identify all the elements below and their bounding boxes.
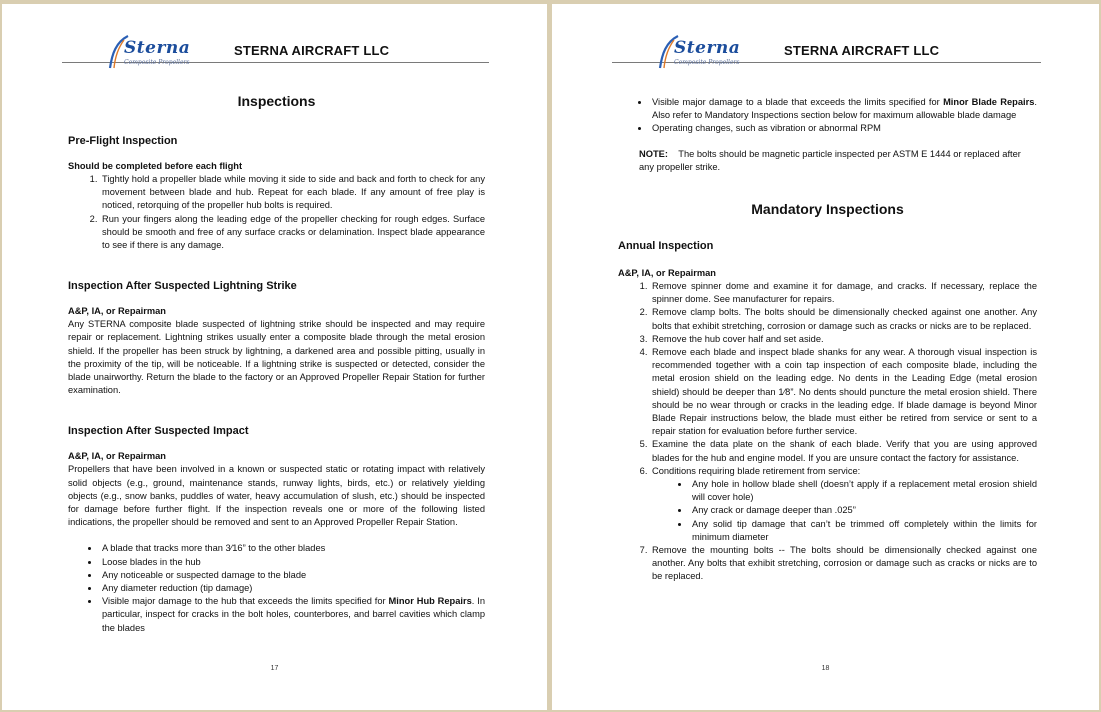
section-subheading: A&P, IA, or Repairman <box>618 268 716 279</box>
list-item: 7. Remove the mounting bolts -- The bolts should be dimensionally checked against one another. Any bolts that exhibit stretching, corrosion or damage such as cracks or nicks are to be replaced. <box>650 544 1037 584</box>
company-name: STERNA AIRCRAFT LLC <box>234 43 390 58</box>
list-item: • Any diameter reduction (tip damage) <box>100 582 485 595</box>
list-item: • Any noticeable or suspected damage to the blade <box>100 569 485 582</box>
list-item <box>650 465 1037 544</box>
page-title: Inspections <box>237 93 316 109</box>
sterna-logo <box>656 34 741 72</box>
list-item: • Any crack or damage deeper than .025” <box>690 504 1037 517</box>
logo-wordmark: Sterna <box>674 38 741 58</box>
list-item: • Loose blades in the hub <box>100 556 485 569</box>
list-item: • Any hole in hollow blade shell (doesn’t apply if a replacement metal erosion shield will cover hole) <box>690 478 1037 504</box>
company-name: STERNA AIRCRAFT LLC <box>784 43 940 58</box>
preflight-steps <box>68 173 485 252</box>
list-item: • Any solid tip damage that can’t be trimmed off completely within the limits for minimum diameter <box>690 518 1037 544</box>
list-item-text: . Also refer to Mandatory Inspections section below for maximum allowable blade damage <box>652 97 1037 121</box>
list-item: • A blade that tracks more than 3⁄16” to the other blades <box>100 542 485 555</box>
logo-wordmark: Sterna <box>124 38 191 58</box>
section-heading-annual: Annual Inspection <box>618 240 714 253</box>
list-item <box>650 96 1037 122</box>
page-header <box>612 30 1041 66</box>
lightning-body: Any STERNA composite blade suspected of lightning strike should be inspected and may require repair or replacement. Lightning strikes usually enter a composite blade through the metal erosion shield. If the propeller has been struck by lightning, a darkened area and possible pitting, usually in the proximity of the tip, will be noticeable. If a lightning strike is suspected or detected, consider the blade unairworthy. Return the blade to the factory or an Approved Propeller Repair Station for further examination. <box>68 319 485 396</box>
list-item <box>100 595 485 635</box>
list-item: 1. Tightly hold a propeller blade while moving it side to side and back and forth to check for any movement between blade and hub. Repeat for each blade. If any amount of free play is noticed, retorquing of the propeller hub bolts is required. <box>100 173 485 213</box>
section-heading-lightning: Inspection After Suspected Lightning Strike <box>68 280 297 293</box>
retirement-conditions-list <box>652 478 1037 544</box>
impact-body: Propellers that have been involved in a known or suspected static or rotating impact with relatively solid objects (e.g., ground, maintenance stands, runway lights, birds, etc.) or relatively yielding objects (e.g., snow banks, puddles of water, heavy accumulation of slush, etc.) should be inspected for damage before further flight. If the inspection reveals one or more of the following listed indications, the propeller should be removed and sent to an Approved Propeller Repair Station. <box>68 464 485 528</box>
list-item-text: Conditions requiring blade retirement from service: <box>652 465 861 476</box>
page-content <box>68 92 485 635</box>
list-item: 3. Remove the hub cover half and set aside. <box>650 333 1037 346</box>
reference-minor-blade-repairs: Minor Blade Repairs <box>943 97 1035 107</box>
list-item-text: Visible major damage to the hub that exceeds the limits specified for <box>102 596 389 607</box>
annual-inspection-steps <box>618 280 1037 584</box>
list-item: 5. Examine the data plate on the shank of each blade. Verify that you are using approved blades for the hub and engine model. If you are unsure contact the factory for assistance. <box>650 438 1037 464</box>
note-block <box>639 148 1037 174</box>
list-item-text: . In particular, inspect for cracks in the bolt holes, counterbores, and barrel cavities which clamp the blades <box>102 596 485 633</box>
page-header <box>62 30 489 66</box>
section-subheading: A&P, IA, or Repairman <box>68 451 166 462</box>
continued-indications-list <box>618 96 1037 136</box>
document-page-left <box>2 4 547 710</box>
page-number: 17 <box>270 665 279 672</box>
reference-minor-hub-repairs: Minor Hub Repairs <box>388 596 472 607</box>
logo-tagline: Composite Propellers <box>674 59 740 66</box>
page-number: 18 <box>821 665 830 672</box>
note-label: NOTE: <box>639 148 668 159</box>
section-subheading: A&P, IA, or Repairman <box>68 306 166 317</box>
impact-indications-list <box>68 542 485 634</box>
list-item: 4. Remove each blade and inspect blade shanks for any wear. A thorough visual inspection is recommended together with a coin tap inspection of each composite blade, including the metal erosion shield on the leading edge. No dents in the Leading Edge (metal erosion shield) should be deeper than 1⁄8”. No dents should puncture the metal erosion shield. There should be no wear through or cracks in the leading edge. If blade damage is beyond Minor Blade Repair instructions below, the blade must either be retired from service or sent to a repair station for evaluation before further service. <box>650 346 1037 438</box>
section-subheading: Should be completed before each flight <box>68 161 243 171</box>
page-content <box>618 96 1037 584</box>
list-item: 2. Remove clamp bolts. The bolts should be dimensionally checked against one another. Any bolts that exhibit stretching, corrosion or damage such as cracks or nicks are to be replaced. <box>650 306 1037 332</box>
note-text: The bolts should be magnetic particle inspected per ASTM E 1444 or replaced after any propeller strike. <box>639 148 1021 172</box>
list-item-text: Visible major damage to a blade that exceeds the limits specified for <box>652 97 944 107</box>
document-page-right <box>552 4 1099 710</box>
section-heading-impact: Inspection After Suspected Impact <box>68 425 249 438</box>
section-title-mandatory: Mandatory Inspections <box>751 201 904 218</box>
list-item: 1. Remove spinner dome and examine it for damage, and cracks. If necessary, replace the spinner dome. See manufacturer for repairs. <box>650 280 1037 306</box>
logo-tagline: Composite Propellers <box>124 59 190 66</box>
list-item: • Operating changes, such as vibration or abnormal RPM <box>650 122 1037 135</box>
sterna-logo <box>106 34 191 72</box>
list-item: 2. Run your fingers along the leading edge of the propeller checking for rough edges. Surface should be smooth and free of any surface cracks or delamination. Inspect blade appearance to see if there is any damage. <box>100 213 485 253</box>
section-heading-preflight: Pre-Flight Inspection <box>68 135 178 147</box>
